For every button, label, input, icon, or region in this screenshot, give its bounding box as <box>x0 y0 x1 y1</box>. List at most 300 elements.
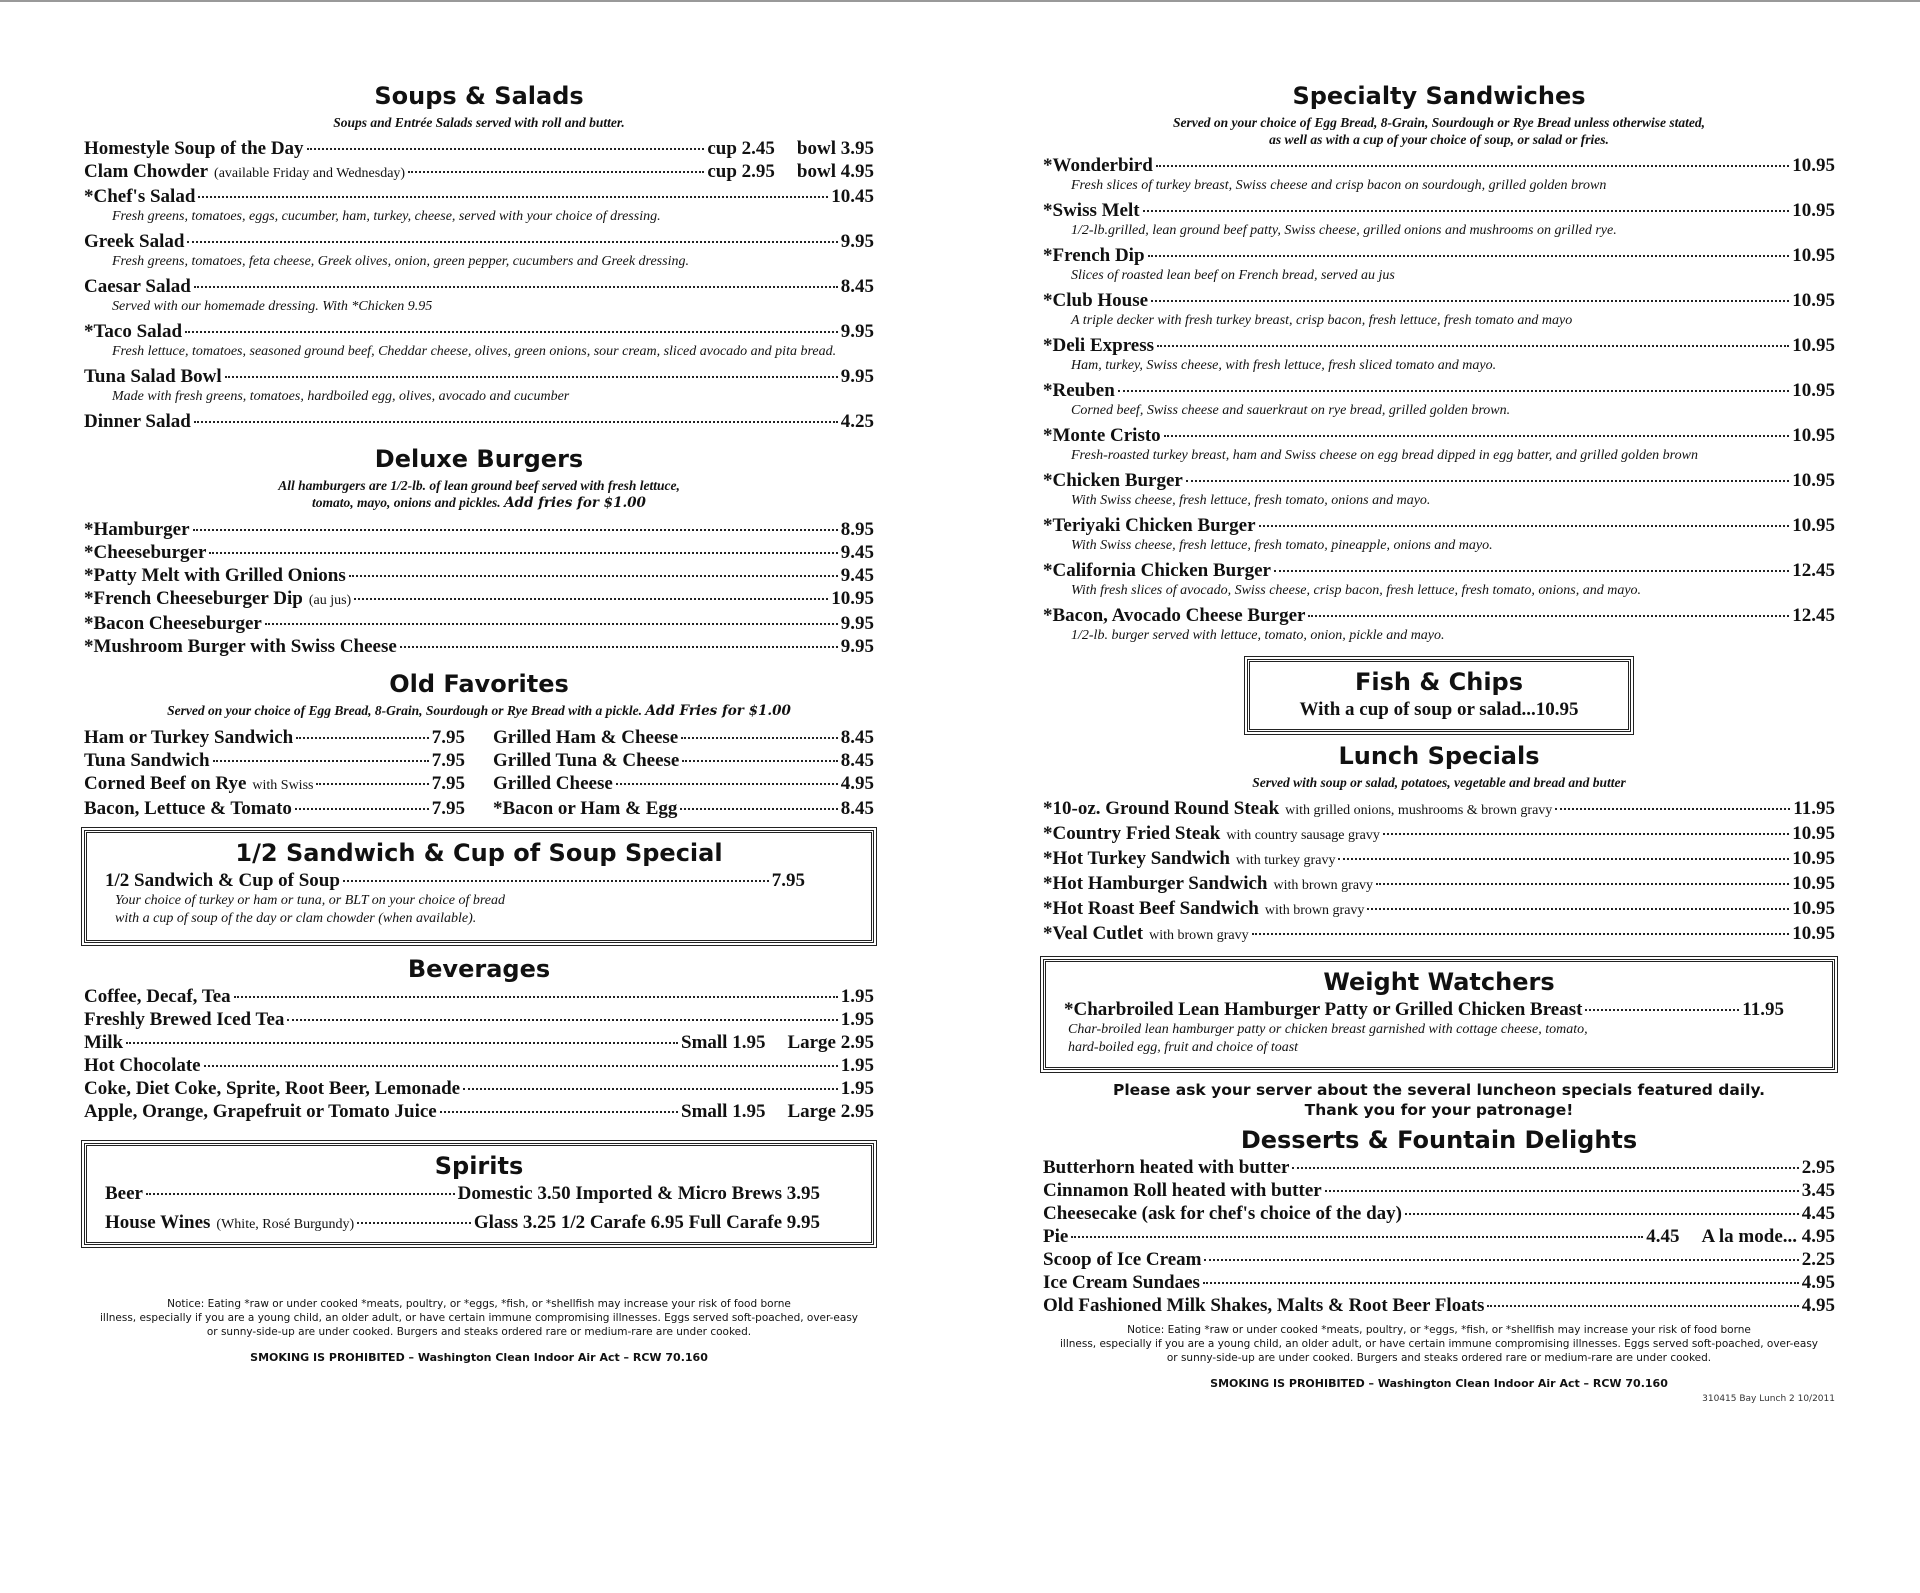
leader-dots <box>1383 833 1789 835</box>
menu-item-row <box>1043 154 1835 177</box>
menu-item-name: Cinnamon Roll heated with butter <box>1043 1180 1322 1201</box>
leader-dots <box>234 996 838 998</box>
leader-dots <box>616 783 838 785</box>
menu-item-price: 9.95 <box>840 231 874 252</box>
menu-item <box>84 1054 874 1077</box>
leader-dots <box>316 783 428 785</box>
menu-item-row <box>1043 1156 1835 1179</box>
menu-item-row <box>1043 1248 1835 1271</box>
menu-item-price: 4.45 <box>1646 1226 1680 1247</box>
leader-dots <box>187 241 837 243</box>
burgers-subtitle-line1: All hamburgers are 1/2-lb. of lean ground beef served with fresh lettuce, <box>278 478 680 493</box>
menu-item-row <box>1043 1271 1835 1294</box>
menu-item <box>84 635 874 658</box>
beverages-list <box>84 985 874 1123</box>
menu-item-row <box>84 541 874 564</box>
leader-dots <box>296 737 429 739</box>
menu-item-name: Scoop of Ice Cream <box>1043 1249 1202 1270</box>
fish-chips-box <box>1247 659 1631 732</box>
spirits-beer-name: Beer <box>105 1183 143 1204</box>
leader-dots <box>1157 345 1789 347</box>
menu-item-row <box>1043 469 1835 492</box>
weight-watchers-name: *Charbroiled Lean Hamburger Patty or Grilled Chicken Breast <box>1064 999 1583 1020</box>
leader-dots <box>1308 615 1789 617</box>
menu-item-name: *Hot Hamburger Sandwich <box>1043 873 1268 894</box>
menu-item-name: Greek Salad <box>84 231 185 252</box>
burgers-add-fries: Add fries for $1.00 <box>504 495 646 511</box>
menu-item-row <box>1043 559 1835 582</box>
half-sandwich-name: 1/2 Sandwich & Cup of Soup <box>105 870 340 891</box>
menu-item-row <box>84 1054 874 1077</box>
leader-dots <box>1259 525 1790 527</box>
leader-dots <box>1555 808 1790 810</box>
menu-item-row <box>493 772 874 795</box>
menu-item-note: with country sausage gravy <box>1226 828 1380 843</box>
menu-item <box>1043 469 1835 510</box>
menu-item-description: A triple decker with fresh turkey breast, crisp bacon, fresh lettuce, fresh tomato and mayo <box>1071 313 1573 328</box>
fish-chips-title: Fish & Chips <box>1354 668 1524 696</box>
menu-item-price: 4.95 <box>1801 1295 1835 1316</box>
menu-item-price: 1.95 <box>840 986 874 1007</box>
leader-dots <box>194 286 838 288</box>
menu-item-name: Hot Chocolate <box>84 1055 201 1076</box>
menu-item <box>1043 847 1835 872</box>
burgers-subtitle-text: tomato, mayo, onions and pickles. <box>312 495 501 510</box>
leader-dots <box>1292 1167 1798 1169</box>
menu-item-note: (au jus) <box>308 593 352 608</box>
menu-item-price: 10.95 <box>1792 873 1835 894</box>
half-sandwich-row <box>105 869 805 892</box>
menu-item-note: with brown gravy <box>1149 928 1249 943</box>
specialty-subtitle-line1: Served on your choice of Egg Bread, 8-Grain, Sourdough or Rye Bread unless otherwise stated, <box>1173 115 1705 130</box>
leader-dots <box>354 598 828 600</box>
menu-item-row <box>84 635 874 658</box>
spirits-wine-row <box>105 1211 820 1236</box>
menu-item-name: Coke, Diet Coke, Sprite, Root Beer, Lemonade <box>84 1078 461 1099</box>
menu-item-row <box>84 772 465 797</box>
menu-item-row <box>1043 872 1835 897</box>
menu-item-price: 8.45 <box>840 750 874 771</box>
menu-item-price: 9.45 <box>840 565 874 586</box>
menu-item-name: Pie <box>1043 1226 1069 1247</box>
menu-item-name: Coffee, Decaf, Tea <box>84 986 231 1007</box>
menu-item-description: Fresh slices of turkey breast, Swiss cheese and crisp bacon on sourdough, grilled golden brown <box>1071 178 1607 193</box>
leader-dots <box>126 1042 678 1044</box>
left-notice-line3: or sunny-side-up are under cooked. Burgers and steaks ordered rare or medium-rare are under cooked. <box>206 1326 752 1338</box>
leader-dots <box>1204 1259 1798 1261</box>
weight-watchers-desc-line1: Char-broiled lean hamburger patty or chicken breast garnished with cottage cheese, tomato, <box>1068 1022 1588 1037</box>
menu-item-name: *Wonderbird <box>1043 155 1153 176</box>
menu-item-price: 10.95 <box>1792 155 1835 176</box>
menu-item-row <box>84 1077 874 1100</box>
print-code: 310415 Bay Lunch 2 10/2011 <box>1702 1394 1835 1404</box>
leader-dots <box>440 1111 678 1113</box>
menu-item <box>493 749 874 772</box>
menu-item-price: 4.95 <box>1801 1272 1835 1293</box>
menu-item-name: *Chicken Burger <box>1043 470 1183 491</box>
leader-dots <box>408 171 704 173</box>
menu-item-description: With fresh slices of avocado, Swiss cheese, crisp bacon, fresh lettuce, fresh tomato, onions, and mayo. <box>1071 583 1642 598</box>
menu-item <box>84 410 874 433</box>
menu-item-row <box>84 726 465 749</box>
menu-item-name: Old Fashioned Milk Shakes, Malts & Root Beer Floats <box>1043 1295 1485 1316</box>
menu-item-price: 10.95 <box>1792 425 1835 446</box>
menu-item-price: 10.95 <box>1792 823 1835 844</box>
menu-item <box>1043 559 1835 600</box>
half-sandwich-desc-line1: Your choice of turkey or ham or tuna, or BLT on your choice of bread <box>115 893 506 908</box>
leader-dots <box>1274 570 1789 572</box>
menu-item-price: 2.25 <box>1801 1249 1835 1270</box>
menu-item-price: 7.95 <box>431 727 465 748</box>
menu-item-row <box>1043 334 1835 357</box>
menu-item-description: Slices of roasted lean beef on French bread, served au jus <box>1071 268 1395 283</box>
menu-item-row <box>84 518 874 541</box>
menu-item-name: *Reuben <box>1043 380 1115 401</box>
menu-item-description: Fresh greens, tomatoes, eggs, cucumber, ham, turkey, cheese, served with your choice of dressing. <box>112 209 661 224</box>
menu-item-row <box>84 587 874 612</box>
menu-item-price: 8.45 <box>840 276 874 297</box>
menu-item-price: 1.95 <box>840 1055 874 1076</box>
burgers-subtitle-line2 <box>84 494 874 512</box>
menu-item-row <box>84 185 874 208</box>
menu-item-name: *French Dip <box>1043 245 1145 266</box>
right-notice <box>1043 1323 1835 1365</box>
specialty-title: Specialty Sandwiches <box>1292 82 1586 110</box>
menu-item-price: 10.95 <box>1792 380 1835 401</box>
menu-item-row <box>84 564 874 587</box>
menu-item-name: Tuna Salad Bowl <box>84 366 222 387</box>
menu-item <box>493 797 874 820</box>
burgers-title: Deluxe Burgers <box>374 445 584 473</box>
menu-item-price: 9.95 <box>840 613 874 634</box>
menu-item-row <box>84 410 874 433</box>
leader-dots <box>682 760 837 762</box>
menu-item-row <box>1043 424 1835 447</box>
half-sandwich-desc <box>105 892 853 928</box>
menu-item <box>1043 1294 1835 1317</box>
menu-item <box>84 365 874 406</box>
menu-item-name: Clam Chowder <box>84 161 209 182</box>
leader-dots <box>1338 858 1789 860</box>
half-sandwich-title: 1/2 Sandwich & Cup of Soup Special <box>235 839 723 867</box>
menu-item <box>493 772 874 797</box>
menu-item-price: 7.95 <box>431 750 465 771</box>
menu-item <box>84 1077 874 1100</box>
desserts-title: Desserts & Fountain Delights <box>1240 1126 1638 1154</box>
menu-item-price: 1.95 <box>840 1009 874 1030</box>
leader-dots <box>295 808 429 810</box>
favorites-add-fries: Add Fries for $1.00 <box>645 703 791 719</box>
favorites-subtitle <box>84 702 874 720</box>
menu-item-row <box>84 275 874 298</box>
leader-dots <box>680 808 837 810</box>
menu-item <box>1043 872 1835 897</box>
leader-dots <box>1252 933 1790 935</box>
menu-item-price: 4.45 <box>1801 1203 1835 1224</box>
right-notice-line3: or sunny-side-up are under cooked. Burgers and steaks ordered rare or medium-rare are under cooked. <box>1166 1352 1712 1364</box>
menu-item-name: Ice Cream Sundaes <box>1043 1272 1200 1293</box>
left-smoking-notice: SMOKING IS PROHIBITED – Washington Clean Indoor Air Act – RCW 70.160 <box>250 1351 708 1364</box>
spirits-title: Spirits <box>434 1152 524 1180</box>
menu-item-description: 1/2-lb. burger served with lettuce, tomato, onion, pickle and mayo. <box>1071 628 1445 643</box>
half-sandwich-box <box>84 830 874 943</box>
leader-dots <box>204 1065 838 1067</box>
menu-item-row <box>1043 199 1835 222</box>
spirits-wine-note: (White, Rosé Burgundy) <box>216 1217 355 1232</box>
leader-dots <box>225 376 838 378</box>
leader-dots <box>193 529 838 531</box>
weight-watchers-box <box>1043 959 1835 1070</box>
menu-item-price: 4.95 <box>840 773 874 794</box>
half-sandwich-desc-line2: with a cup of soup of the day or clam chowder (when available). <box>115 911 477 926</box>
menu-item-name: Corned Beef on Rye <box>84 773 247 794</box>
spirits-beer-price: Domestic 3.50 Imported & Micro Brews 3.95 <box>457 1183 820 1204</box>
menu-item-name: *Teriyaki Chicken Burger <box>1043 515 1256 536</box>
menu-item-name: *Club House <box>1043 290 1149 311</box>
leader-dots <box>287 1019 837 1021</box>
leader-dots <box>1143 210 1790 212</box>
leader-dots <box>1151 300 1789 302</box>
menu-item-row <box>1043 244 1835 267</box>
weight-watchers-row <box>1064 998 1784 1021</box>
menu-item <box>1043 244 1835 285</box>
menu-item-note: with brown gravy <box>1273 878 1374 893</box>
menu-item-price: Small 1.95 <box>681 1032 766 1053</box>
soups-subtitle: Soups and Entrée Salads served with roll and butter. <box>333 115 625 130</box>
leader-dots <box>209 552 837 554</box>
menu-item-name: *Veal Cutlet <box>1043 923 1144 944</box>
menu-item-price: 10.95 <box>1792 335 1835 356</box>
menu-item-name: *Bacon Cheeseburger <box>84 613 262 634</box>
menu-item <box>84 1008 874 1031</box>
menu-item-price: 8.45 <box>840 798 874 819</box>
menu-item-price: 11.95 <box>1793 798 1835 819</box>
menu-item <box>84 587 874 612</box>
menu-item-row <box>84 1008 874 1031</box>
menu-item-name: Grilled Tuna & Cheese <box>493 750 680 771</box>
menu-item-row <box>1043 1225 1835 1248</box>
menu-item-price-alt: bowl 4.95 <box>796 161 874 182</box>
leader-dots <box>400 646 838 648</box>
menu-item-price: 10.95 <box>1792 245 1835 266</box>
specialty-subtitle <box>1043 114 1835 148</box>
left-notice <box>84 1297 874 1339</box>
leader-dots <box>1325 1190 1799 1192</box>
leader-dots <box>349 575 838 577</box>
menu-item <box>1043 604 1835 645</box>
right-page <box>1043 80 1835 1404</box>
menu-item-name: *10-oz. Ground Round Steak <box>1043 798 1280 819</box>
menu-item-description: With Swiss cheese, fresh lettuce, fresh tomato, pineapple, onions and mayo. <box>1071 538 1493 553</box>
menu-item-name: Grilled Ham & Cheese <box>493 727 679 748</box>
menu-item-price: 8.45 <box>840 727 874 748</box>
spirits-wine-price: Glass 3.25 1/2 Carafe 6.95 Full Carafe 9.95 <box>473 1212 820 1233</box>
menu-item-name: *Chef's Salad <box>84 186 196 207</box>
menu-item-price: cup 2.45 <box>707 138 775 159</box>
lunch-subtitle: Served with soup or salad, potatoes, vegetable and bread and butter <box>1252 775 1626 790</box>
leader-dots <box>1487 1305 1798 1307</box>
leader-dots <box>198 196 828 198</box>
menu-item-name: *Bacon or Ham & Egg <box>493 798 678 819</box>
menu-item-description: Fresh greens, tomatoes, feta cheese, Greek olives, onion, green pepper, cucumbers and Greek dressing. <box>112 254 689 269</box>
menu-item-price: 12.45 <box>1792 605 1835 626</box>
menu-item-name: Freshly Brewed Iced Tea <box>84 1009 285 1030</box>
menu-item-note: with grilled onions, mushrooms & brown gravy <box>1285 803 1553 818</box>
menu-item <box>1043 1271 1835 1294</box>
menu-item-price: 3.45 <box>1801 1180 1835 1201</box>
menu-item <box>1043 1179 1835 1202</box>
leader-dots <box>194 421 838 423</box>
menu-item <box>1043 1156 1835 1179</box>
menu-item <box>84 985 874 1008</box>
menu-item-description: Made with fresh greens, tomatoes, hardboiled egg, olives, avocado and cucumber <box>112 389 570 404</box>
menu-item <box>84 726 465 749</box>
menu-item-price: 10.95 <box>831 588 874 609</box>
menu-item-row <box>493 797 874 820</box>
menu-item <box>84 772 465 797</box>
menu-item-name: *Hot Roast Beef Sandwich <box>1043 898 1259 919</box>
menu-item-row <box>84 612 874 635</box>
menu-item <box>1043 822 1835 847</box>
menu-item <box>84 612 874 635</box>
server-note-line2: Thank you for your patronage! <box>1304 1101 1574 1119</box>
menu-item-name: Bacon, Lettuce & Tomato <box>84 798 292 819</box>
menu-item-row <box>1043 604 1835 627</box>
menu-item-name: *Deli Express <box>1043 335 1155 356</box>
menu-item-name: *Monte Cristo <box>1043 425 1161 446</box>
menu-item <box>84 518 874 541</box>
menu-item <box>84 320 874 361</box>
menu-item-row <box>1043 897 1835 922</box>
menu-item-row <box>1043 847 1835 872</box>
menu-item <box>1043 1225 1835 1248</box>
menu-item-price: 12.45 <box>1792 560 1835 581</box>
menu-item-description: Corned beef, Swiss cheese and sauerkraut on rye bread, grilled golden brown. <box>1071 403 1511 418</box>
desserts-list <box>1043 1156 1835 1317</box>
menu-item-price: 10.95 <box>1792 515 1835 536</box>
menu-item-name: *California Chicken Burger <box>1043 560 1271 581</box>
burgers-list <box>84 518 874 658</box>
menu-item <box>493 726 874 749</box>
leader-dots <box>307 148 705 150</box>
menu-item-row <box>84 1100 874 1123</box>
menu-item-description: Fresh-roasted turkey breast, ham and Swiss cheese on egg bread dipped in egg batter, and grilled golden brown <box>1071 448 1698 463</box>
menu-item-row <box>84 160 874 185</box>
menu-item-description: With Swiss cheese, fresh lettuce, fresh tomato, onions and mayo. <box>1071 493 1431 508</box>
menu-item-price: 9.95 <box>840 366 874 387</box>
menu-item <box>84 749 465 772</box>
menu-item-name: *Swiss Melt <box>1043 200 1140 221</box>
leader-dots <box>1118 390 1789 392</box>
menu-item-name: Dinner Salad <box>84 411 191 432</box>
burgers-subtitle <box>84 477 874 512</box>
menu-item-name: *French Cheeseburger Dip <box>84 588 303 609</box>
favorites-title: Old Favorites <box>389 670 569 698</box>
menu-item-price-alt: bowl 3.95 <box>796 138 874 159</box>
menu-item-note: with Swiss <box>252 778 314 793</box>
menu-item-name: *Country Fried Steak <box>1043 823 1221 844</box>
menu-item-name: *Bacon, Avocado Cheese Burger <box>1043 605 1306 626</box>
menu-item <box>84 1031 874 1054</box>
menu-item-name: Butterhorn heated with butter <box>1043 1157 1290 1178</box>
menu-item-price: 4.25 <box>840 411 874 432</box>
menu-item <box>84 797 465 820</box>
menu-item <box>1043 897 1835 922</box>
menu-item <box>1043 514 1835 555</box>
menu-item-row <box>1043 1294 1835 1317</box>
menu-item-row <box>1043 922 1835 947</box>
half-sandwich-price: 7.95 <box>771 870 805 891</box>
leader-dots <box>463 1088 838 1090</box>
menu-item-price: 7.95 <box>431 773 465 794</box>
menu-item-price-alt: Large 2.95 <box>787 1032 874 1053</box>
menu-item-row <box>1043 289 1835 312</box>
menu-item-name: Apple, Orange, Grapefruit or Tomato Juice <box>84 1101 437 1122</box>
leader-dots <box>1376 883 1789 885</box>
leader-dots <box>1148 255 1790 257</box>
page-top-edge <box>0 0 1920 2</box>
soups-list <box>84 137 874 433</box>
menu-item <box>1043 1248 1835 1271</box>
menu-item-name: *Hamburger <box>84 519 190 540</box>
leader-dots <box>681 737 838 739</box>
leader-dots <box>1405 1213 1799 1215</box>
menu-item-row <box>84 230 874 253</box>
lunch-list <box>1043 797 1835 947</box>
leader-dots <box>357 1222 471 1224</box>
weight-watchers-price: 11.95 <box>1742 999 1784 1020</box>
menu-item-name: Ham or Turkey Sandwich <box>84 727 294 748</box>
favorites-grid <box>84 726 874 820</box>
menu-item <box>84 1100 874 1123</box>
menu-item-price: 9.45 <box>840 542 874 563</box>
menu-item-name: Cheesecake (ask for chef's choice of the day) <box>1043 1203 1402 1224</box>
menu-item-row <box>84 365 874 388</box>
menu-item <box>84 564 874 587</box>
specialty-list <box>1043 154 1835 645</box>
weight-watchers-desc-line2: hard-boiled egg, fruit and choice of toast <box>1068 1040 1299 1055</box>
menu-item-row <box>1043 822 1835 847</box>
fish-chips-line: With a cup of soup or salad...10.95 <box>1299 699 1579 720</box>
lunch-title: Lunch Specials <box>1338 742 1540 770</box>
menu-item-description: Fresh lettuce, tomatoes, seasoned ground beef, Cheddar cheese, olives, green onions, sour cream, sliced avocado and pita bread. <box>112 344 837 359</box>
menu-item-row <box>84 749 465 772</box>
menu-item <box>84 185 874 226</box>
server-note-line1: Please ask your server about the several luncheon specials featured daily. <box>1112 1081 1766 1099</box>
menu-item <box>84 160 874 185</box>
menu-item-note: with turkey gravy <box>1235 853 1336 868</box>
menu-item <box>1043 334 1835 375</box>
right-notice-line2: illness, especially if you are a young child, an older adult, or have certain immune compromising illnesses. Eggs served soft-poached, over-easy <box>1059 1338 1819 1350</box>
menu-item-name: *Hot Turkey Sandwich <box>1043 848 1230 869</box>
menu-item <box>84 541 874 564</box>
menu-item-row <box>84 320 874 343</box>
menu-item-name: Milk <box>84 1032 124 1053</box>
menu-item-price: 9.95 <box>840 636 874 657</box>
menu-item-price: 10.95 <box>1792 898 1835 919</box>
leader-dots <box>1156 165 1789 167</box>
menu-item-row <box>84 797 465 820</box>
menu-item-description: Served with our homemade dressing. With *Chicken 9.95 <box>112 299 433 314</box>
leader-dots <box>1367 908 1789 910</box>
beverages-title: Beverages <box>407 955 551 983</box>
weight-watchers-title: Weight Watchers <box>1323 968 1555 996</box>
menu-item-price: 10.95 <box>1792 848 1835 869</box>
menu-item-price: 10.95 <box>1792 290 1835 311</box>
favorites-subtitle-text: Served on your choice of Egg Bread, 8-Grain, Sourdough or Rye Bread with a pickle. <box>167 703 643 718</box>
menu-item-note: (available Friday and Wednesday) <box>214 166 406 181</box>
menu-item <box>1043 379 1835 420</box>
